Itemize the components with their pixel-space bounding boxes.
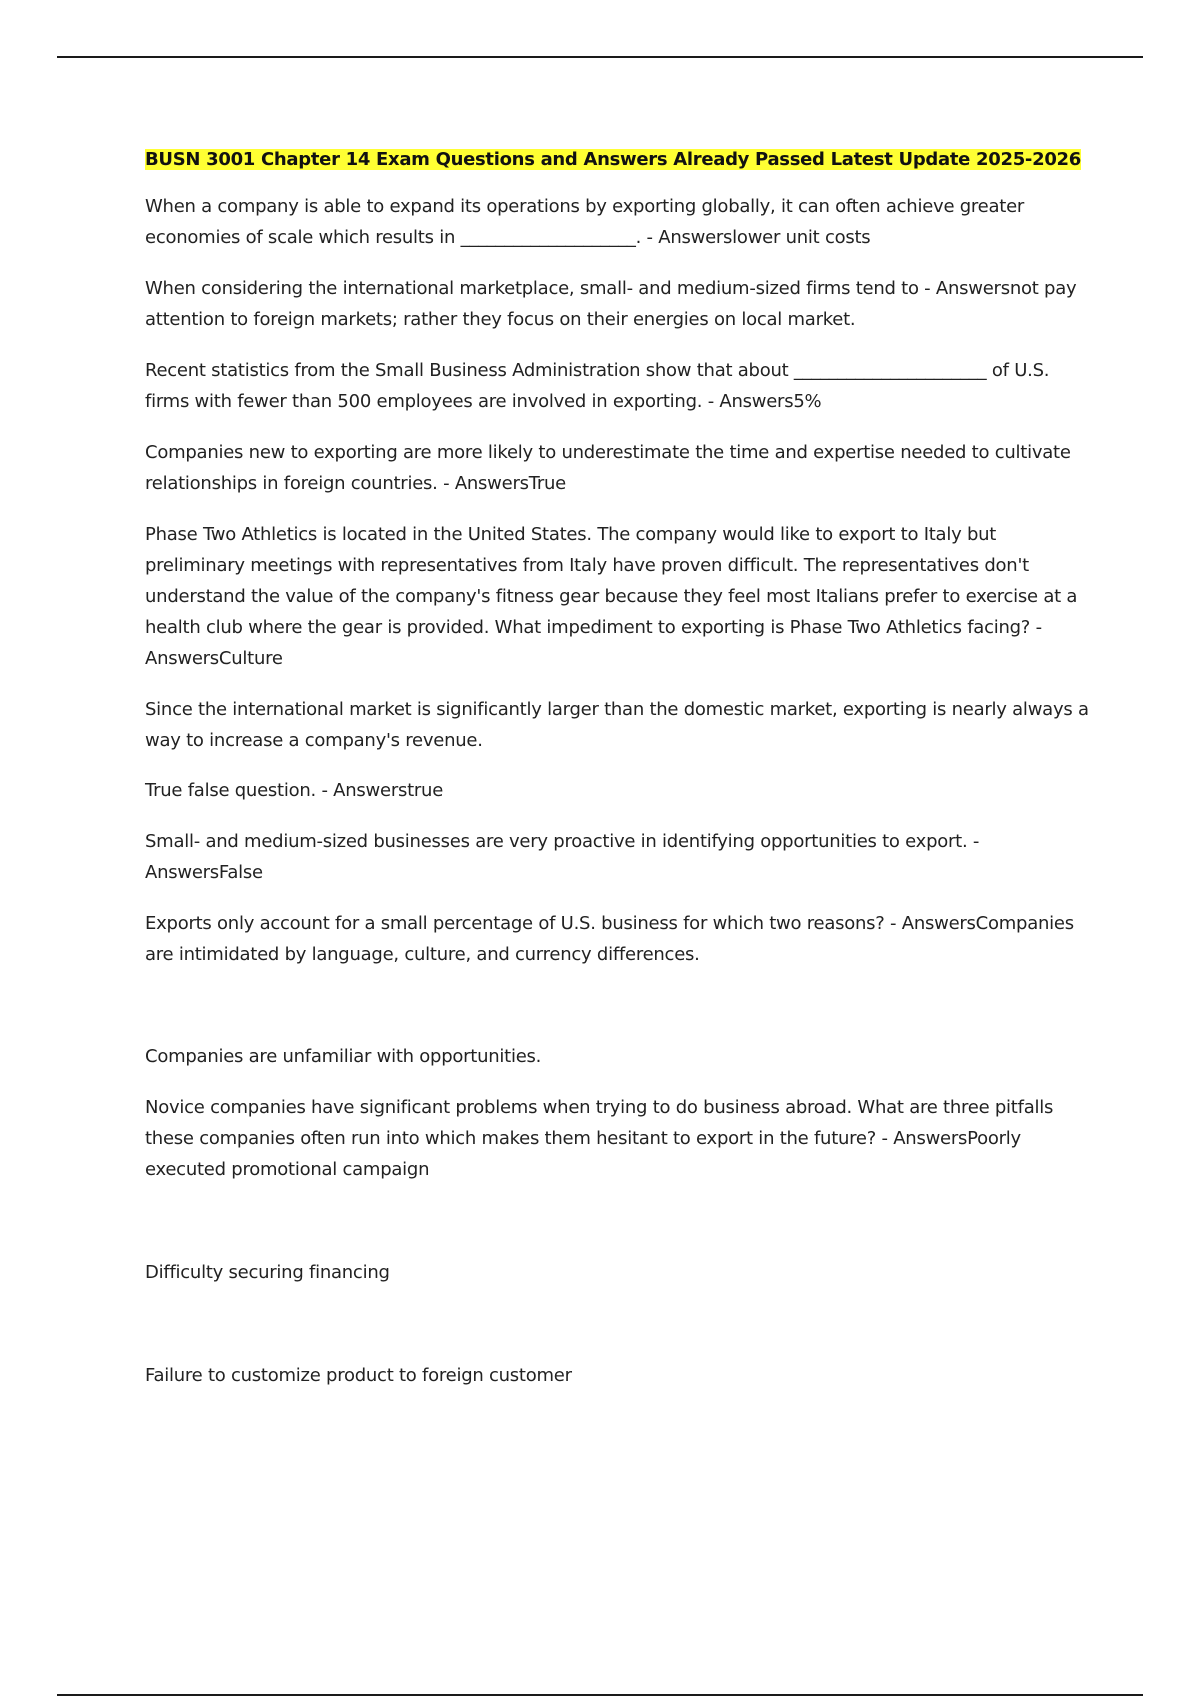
paragraph-2: When considering the international marketplace, small- and medium-sized firms tend to - Answersnot pay attention to foreign markets; rather they focus on their energies on local market. bbox=[145, 278, 1077, 330]
paragraph-9: Exports only account for a small percentage of U.S. business for which two reasons? - AnswersCompanies are intimidated by language, culture, and currency differences. bbox=[145, 913, 1074, 965]
top-rule bbox=[57, 56, 1143, 58]
paragraph-13: Failure to customize product to foreign customer bbox=[145, 1365, 572, 1386]
paragraph-5: Phase Two Athletics is located in the United States. The company would like to export to Italy but preliminary meetings with representatives from Italy have proven difficult. The representatives don't understand the value of the company's fitness gear because they feel most Italians prefer to exercise at a health club where the gear is provided. What impediment to exporting is Phase Two Athletics facing? - AnswersCulture bbox=[145, 524, 1078, 669]
paragraph-6: Since the international market is significantly larger than the domestic market, exporting is nearly always a way to increase a company's revenue. bbox=[145, 699, 1089, 751]
paragraph-3: Recent statistics from the Small Business Administration show that about ______________________ of U.S. firms with fewer than 500 employees are involved in exporting. - Answers5% bbox=[145, 360, 1050, 412]
paragraph-4: Companies new to exporting are more likely to underestimate the time and expertise needed to cultivate relationships in foreign countries. - AnswersTrue bbox=[145, 442, 1071, 494]
paragraph-11: Novice companies have significant problems when trying to do business abroad. What are three pitfalls these companies often run into which makes them hesitant to export in the future? - AnswersPoorly executed promotional campaign bbox=[145, 1097, 1054, 1180]
document-title: BUSN 3001 Chapter 14 Exam Questions and Answers Already Passed Latest Update 2025-2026 bbox=[145, 149, 1081, 170]
paragraph-12: Difficulty securing financing bbox=[145, 1262, 390, 1283]
paragraph-7: True false question. - Answerstrue bbox=[145, 780, 444, 801]
paragraph-10: Companies are unfamiliar with opportunities. bbox=[145, 1046, 542, 1067]
document-body bbox=[145, 144, 1090, 1391]
paragraph-1: When a company is able to expand its operations by exporting globally, it can often achieve greater economies of scale which results in ____________________. - Answerslower unit costs bbox=[145, 196, 1025, 248]
bottom-rule bbox=[57, 1694, 1143, 1696]
paragraph-8: Small- and medium-sized businesses are very proactive in identifying opportunities to export. - AnswersFalse bbox=[145, 831, 980, 883]
